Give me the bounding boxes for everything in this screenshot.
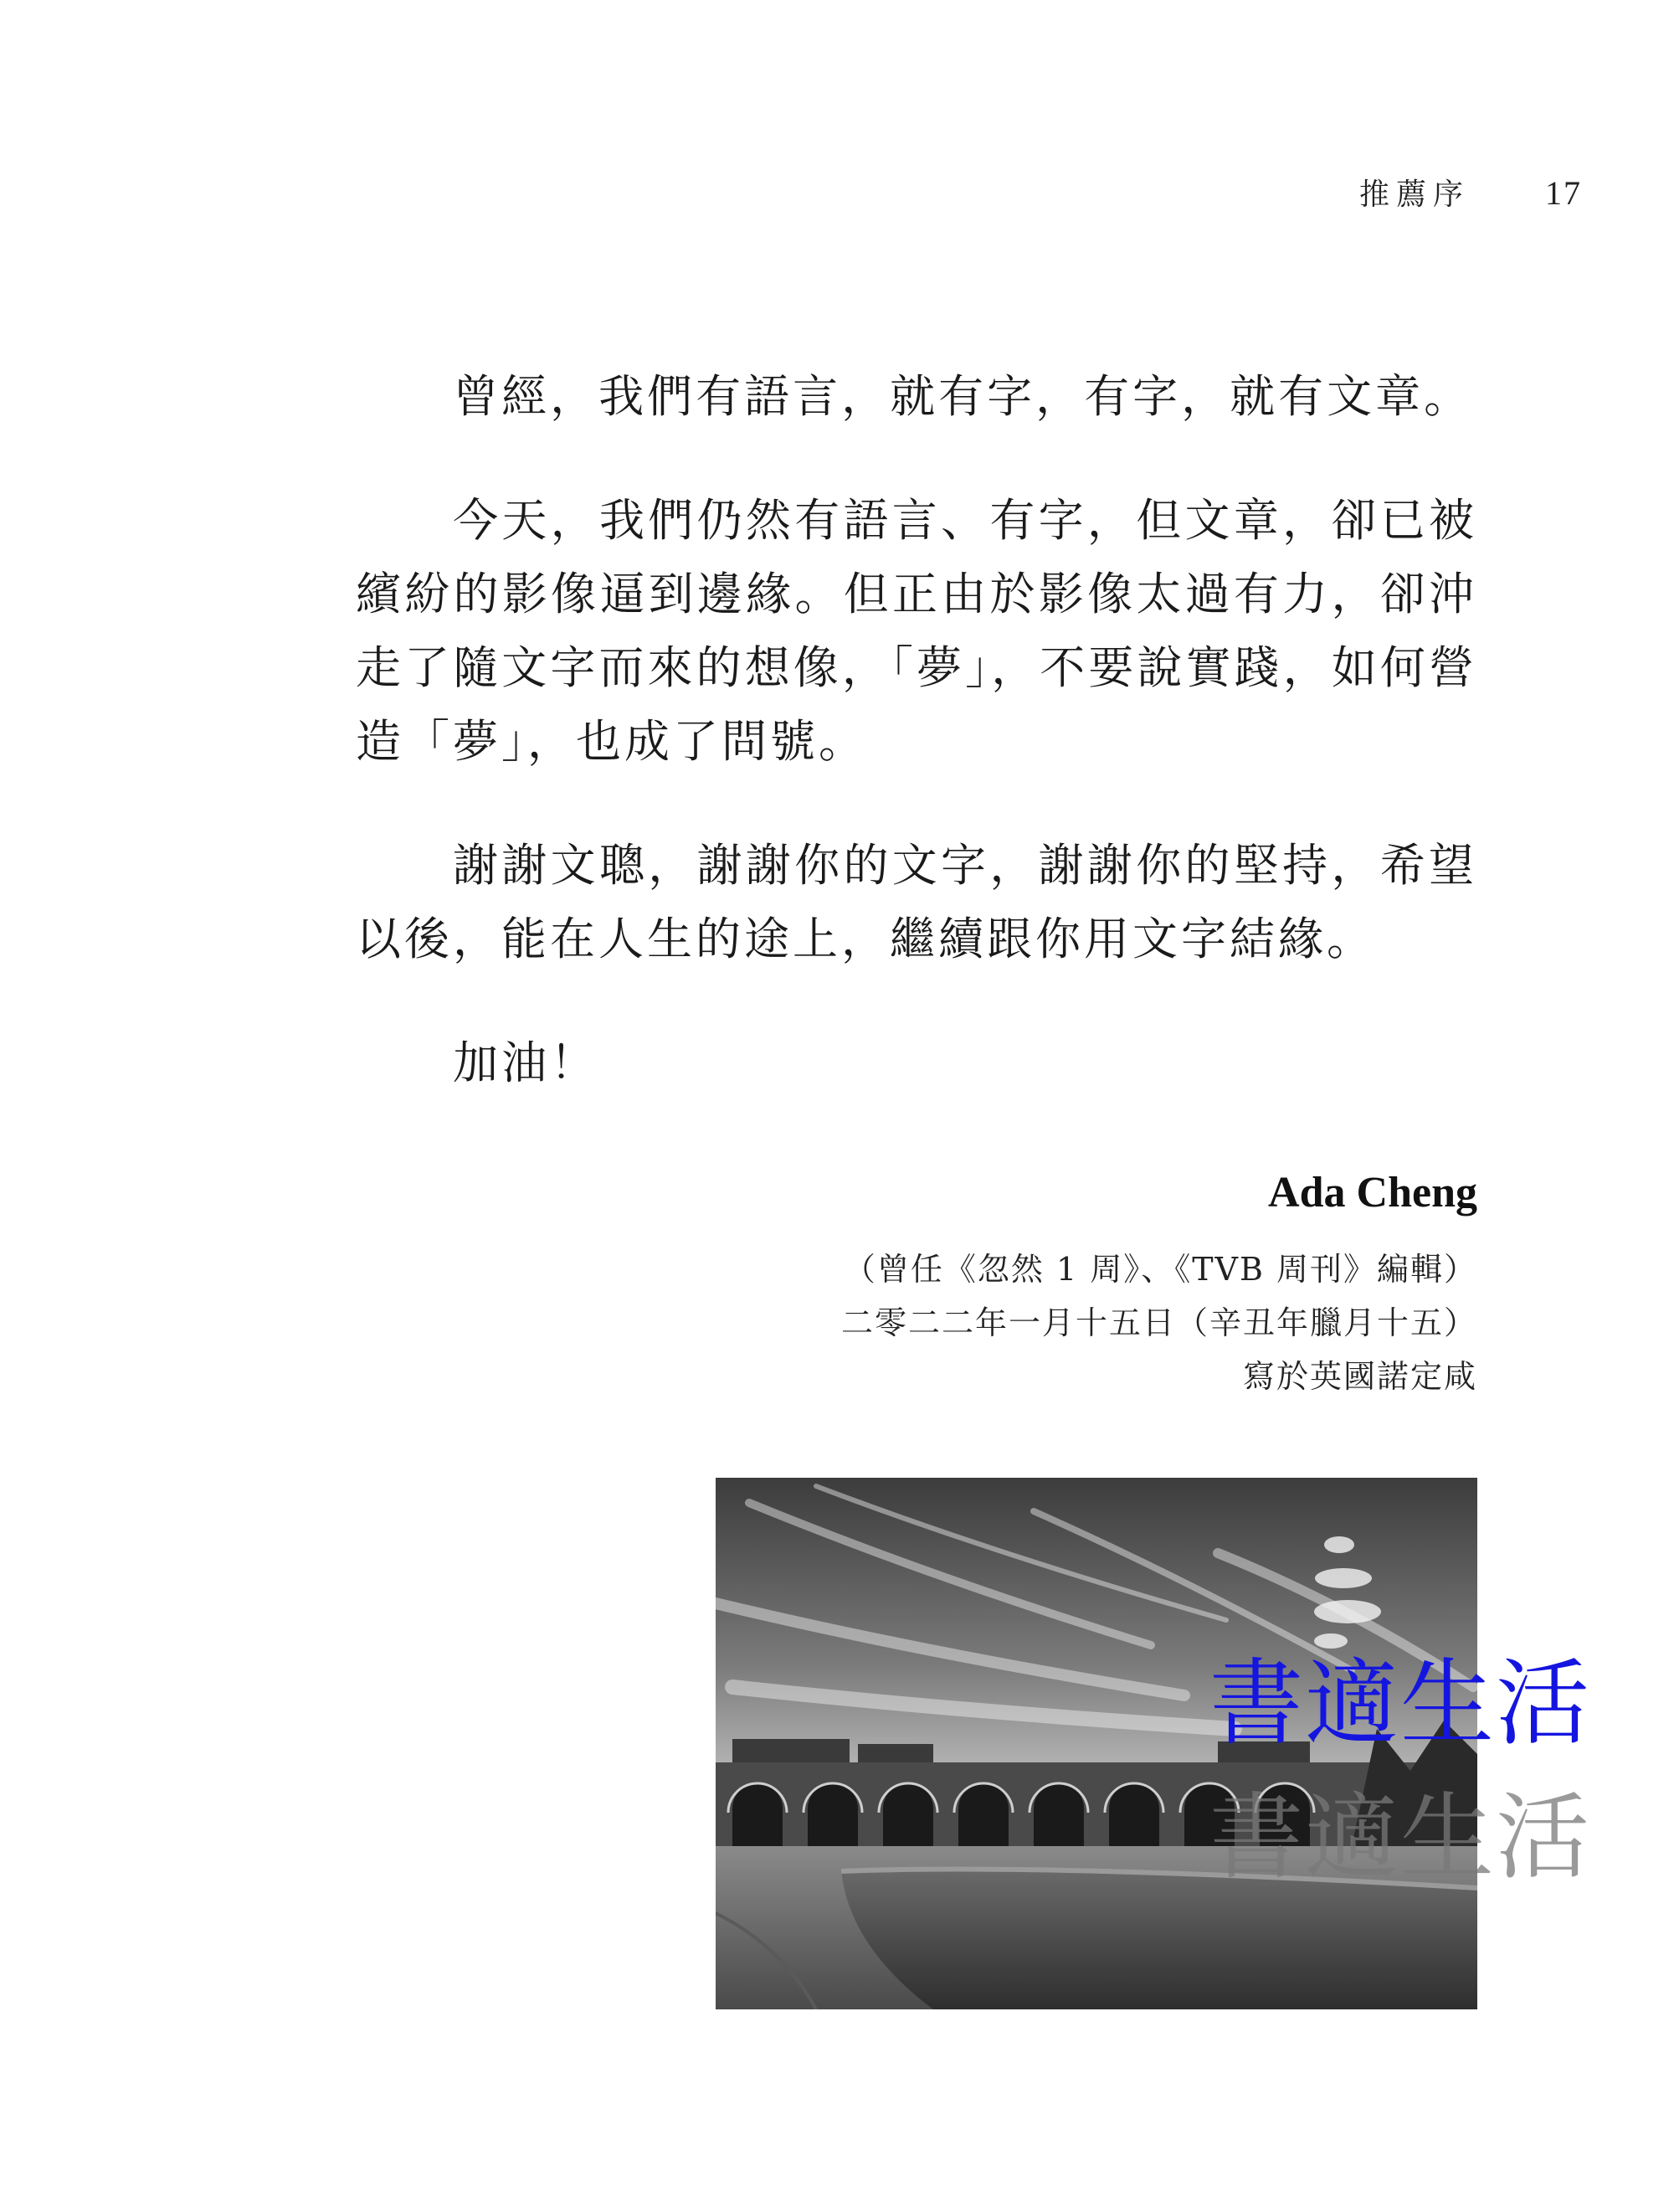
- signature-block: [841, 1168, 1477, 1403]
- section-title: 推薦序: [1358, 177, 1470, 212]
- paragraph: 曾經，我們有語言，就有字，有字，就有文章。: [453, 370, 1473, 423]
- writing-date: 二零二二年一月十五日（辛丑年臘月十五）: [840, 1304, 1477, 1341]
- paragraph: 加油！: [453, 1037, 599, 1089]
- preface-body: [356, 360, 1477, 1150]
- paragraph: 謝謝文聰，謝謝你的文字，謝謝你的堅持，希望以後，能在人生的途上，繼續跟你用文字結緣。: [356, 839, 1477, 965]
- page-number: 17: [1545, 174, 1582, 212]
- author-role: （曾任《忽然 1 周》、《TVB 周刊》編輯）: [843, 1251, 1477, 1288]
- running-head: [1359, 171, 1582, 213]
- writing-place: 寫於英國諾定咸: [1242, 1358, 1477, 1395]
- watermark-primary: 書適生活: [1209, 1649, 1591, 1758]
- author-name: Ada Cheng: [1268, 1169, 1477, 1217]
- paragraph: 今天，我們仍然有語言、有字，但文章，卻已被繽紛的影像逼到邊緣。但正由於影像太過有力，卻沖走了隨文字而來的想像，「夢」，不要說實踐，如何營造「夢」，也成了問號。: [356, 494, 1477, 768]
- watermark-secondary: 書適生活: [1209, 1783, 1591, 1892]
